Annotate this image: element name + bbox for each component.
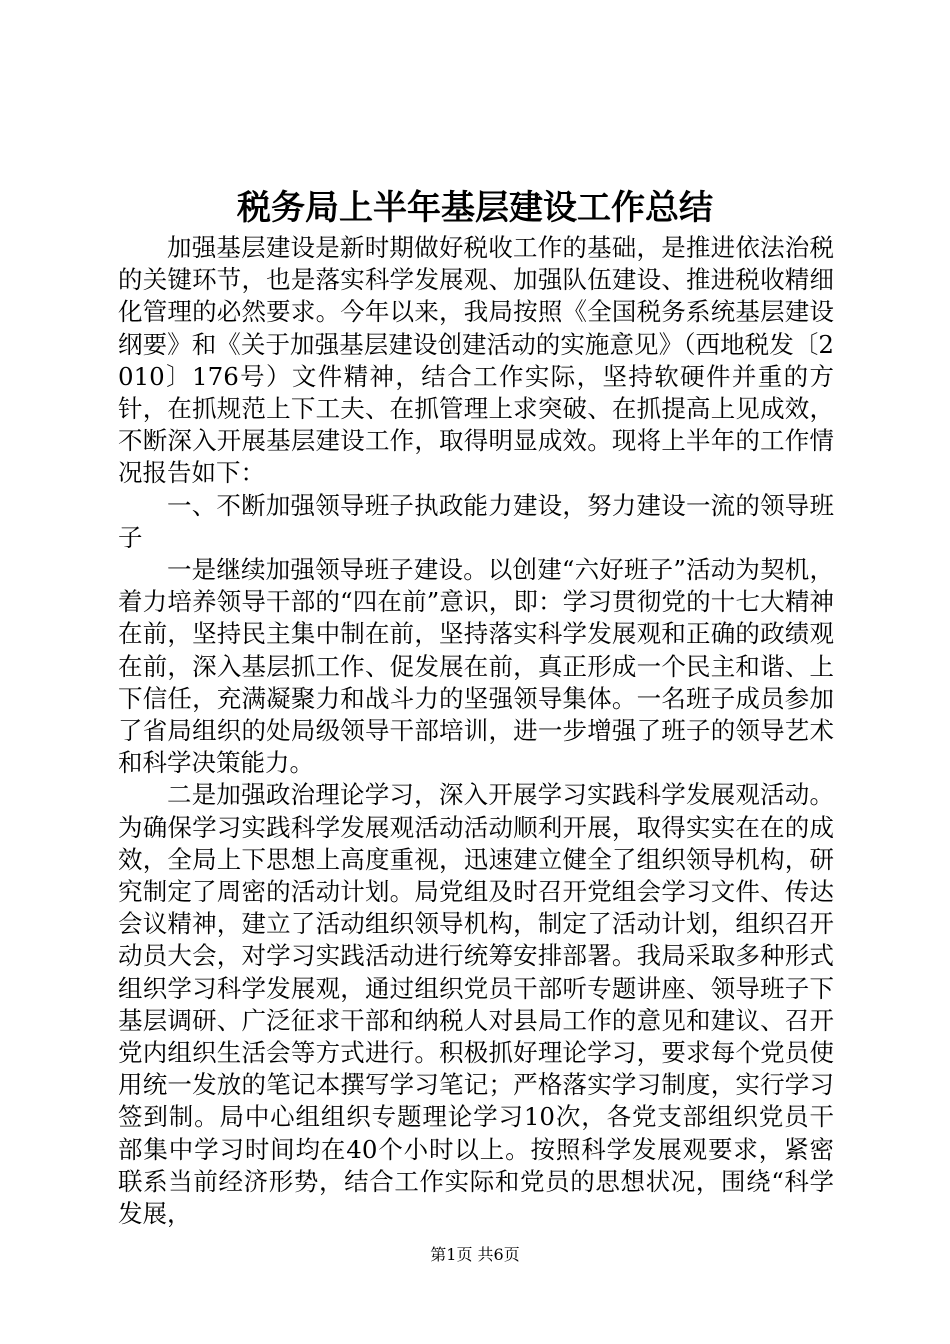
- paragraph-leadership-building: 一是继续加强领导班子建设。以创建“六好班子”活动为契机，着力培养领导干部的“四在前”意识，即：学习贯彻党的十七大精神在前，坚持民主集中制在前，坚持落实科学发展观和正确的政绩观在前，深入基层抓工作、促发展在前，真正形成一个民主和谐、上下信任，充满凝聚力和战斗力的坚强领导集体。一名班子成员参加了省局组织的处局级领导干部培训，进一步增强了班子的领导艺术和科学决策能力。: [118, 555, 834, 778]
- paragraph-intro: 加强基层建设是新时期做好税收工作的基础，是推进依法治税的关键环节，也是落实科学发展观、加强队伍建设、推进税收精细化管理的必然要求。今年以来，我局按照《全国税务系统基层建设纲要》和《关于加强基层建设创建活动的实施意见》（西地税发〔2010〕176号）文件精神，结合工作实际，坚持软硬件并重的方针，在抓规范上下工夫、在抓管理上求突破、在抓提高上见成效，不断深入开展基层建设工作，取得明显成效。现将上半年的工作情况报告如下：: [118, 233, 834, 488]
- document-title: 税务局上半年基层建设工作总结: [237, 188, 713, 228]
- page-number-footer: 第1页 共6页: [430, 1245, 520, 1264]
- paragraph-section-heading-1: 一、不断加强领导班子执政能力建设，努力建设一流的领导班子: [118, 490, 834, 552]
- paragraph-theory-study: 二是加强政治理论学习，深入开展学习实践科学发展观活动。为确保学习实践科学发展观活动活动顺利开展，取得实实在在的成效，全局上下思想上高度重视，迅速建立健全了组织领导机构，研究制定了周密的活动计划。局党组及时召开党组会学习文件、传达会议精神，建立了活动组织领导机构，制定了活动计划，组织召开动员大会，对学习实践活动进行统筹安排部署。我局采取多种形式组织学习科学发展观，通过组织党员干部听专题讲座、领导班子下基层调研、广泛征求干部和纳税人对县局工作的意见和建议、召开党内组织生活会等方式进行。积极抓好理论学习，要求每个党员使用统一发放的笔记本撰写学习笔记；严格落实学习制度，实行学习签到制。局中心组组织专题理论学习10次，各党支部组织党员干部集中学习时间均在40个小时以上。按照科学发展观要求，紧密联系当前经济形势，结合工作实际和党员的思想状况，围绕“科学发展，: [118, 780, 834, 1229]
- document-body: [118, 232, 834, 1230]
